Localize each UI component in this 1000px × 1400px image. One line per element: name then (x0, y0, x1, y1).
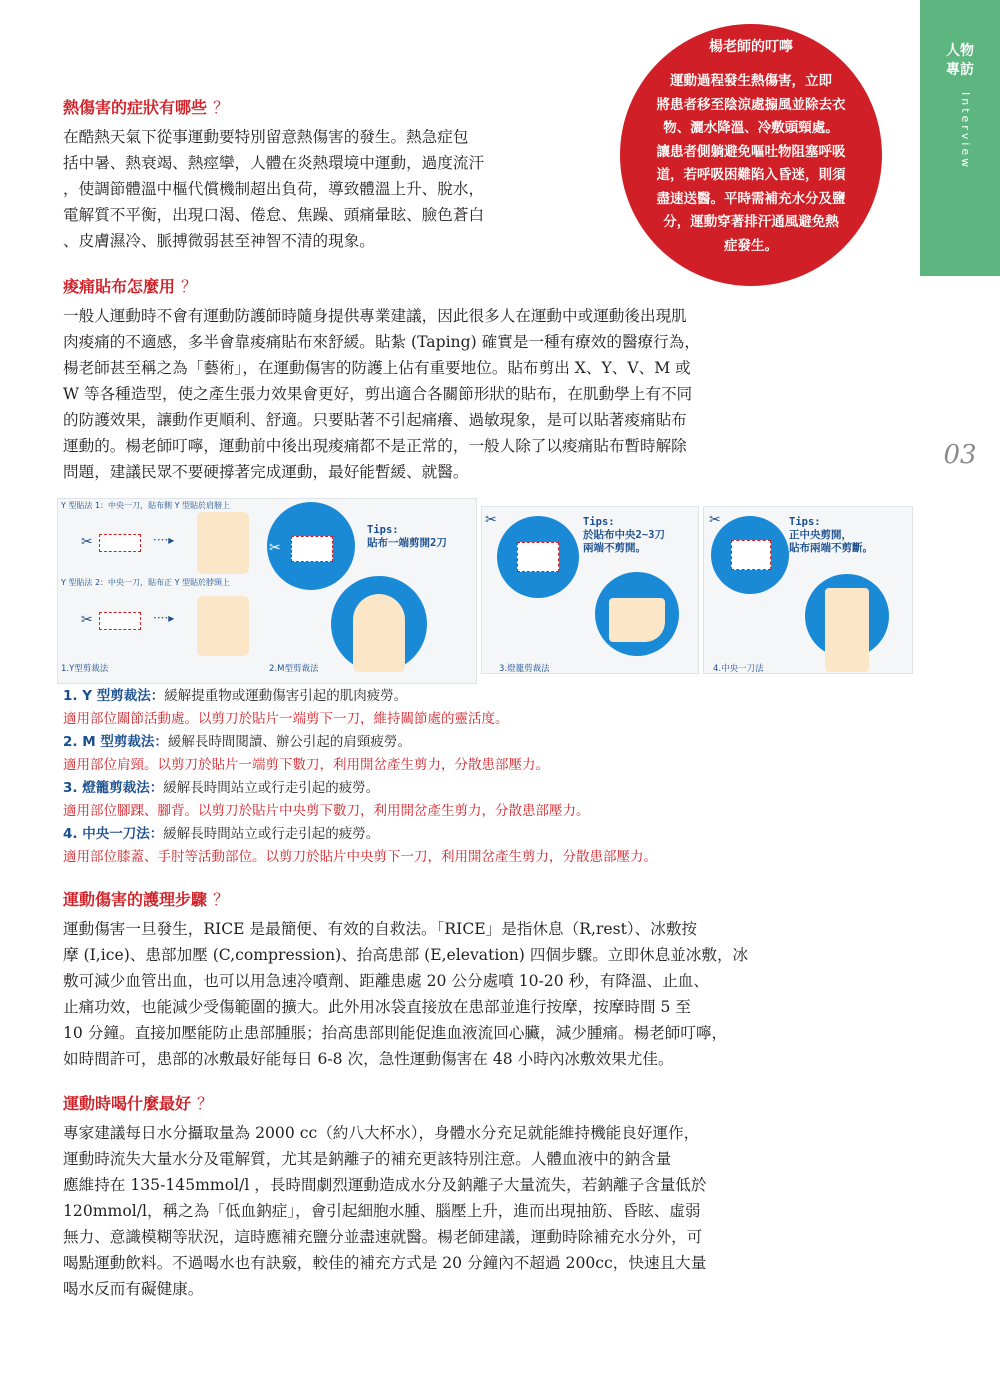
tip-line: 分，運動穿著排汗通風避免熱 (663, 214, 839, 230)
caption-2: 2.M型剪裁法 (269, 664, 319, 674)
body-line: 問題，建議民眾不要硬撐著完成運動，最好能暫緩、就醫。 (63, 463, 469, 481)
body-line: 、皮膚濕冷、脈搏微弱甚至神智不清的現象。 (63, 232, 375, 250)
tip-1-text: 貼布一端剪開2刀 (367, 537, 447, 549)
section-heading (63, 274, 197, 297)
head-illustration (353, 594, 405, 672)
tip-line: 道，若呼吸困難陷入昏迷，則須 (656, 167, 846, 183)
section-body (63, 916, 878, 1072)
body-line: 120mmol/l，稱之為「低血鈉症」，會引起細胞水腫、腦壓上升，進而出現抽筋、昏眩、虛弱 (63, 1202, 701, 1220)
body-line: 運動時流失大量水分及電解質，尤其是鈉離子的補充更該特別注意。人體血液中的鈉含量 (63, 1150, 672, 1168)
page-number: 03 (943, 440, 977, 470)
method-3-usage: 適用部位腳踝、腳背。以剪刀於貼片中央剪下數刀，利用開岔產生剪力，分散患部壓力。 (63, 803, 590, 819)
shoulder-illustration (197, 512, 249, 574)
section-qmark: ？ (181, 277, 198, 296)
arrow-icon: ····▸ (153, 611, 175, 625)
tip-2 (583, 516, 665, 555)
body-line: 運動的。楊老師叮嚀，運動前中後出現痠痛都不是正常的，一般人除了以痠痛貼布暫時解除 (63, 437, 687, 455)
method-1 (63, 686, 407, 706)
body-line: 如時間許可，患部的冰敷最好能每日 6-8 次，急性運動傷害在 48 小時內冰敷效果尤佳。 (63, 1050, 674, 1068)
tip-heading: 楊老師的叮嚀 (709, 39, 793, 55)
tape-strip (99, 534, 141, 552)
side-tab-title-line2: 專訪 (946, 62, 974, 78)
caption-3: 3.燈籠剪裁法 (499, 664, 550, 674)
tip-3-text-b: 貼布兩端不剪斷。 (789, 542, 873, 554)
method-desc: 緩解提重物或運動傷害引起的肌肉疲勞。 (164, 688, 408, 704)
method-2 (63, 732, 411, 752)
body-line: 無力、意識模糊等狀況，這時應補充鹽分並盡速就醫。楊老師建議，運動時除補充水分外，可 (63, 1228, 703, 1246)
side-tab-title (920, 42, 1000, 80)
body-line: 專家建議每日水分攝取量為 2000 cc（約八大杯水），身體水分充足就能維持機能良好運作， (63, 1124, 700, 1142)
body-line: 喝點運動飲料。不過喝水也有訣竅，較佳的補充方式是 20 分鐘內不超過 200cc，快速且大量 (63, 1254, 707, 1272)
tip-2-text-a: 於貼布中央2~3刀 (583, 529, 665, 541)
tip-line: 讓患者側躺避免嘔吐物阻塞呼吸 (656, 143, 846, 160)
tip-line: 物、灑水降溫、冷敷頭頸處。 (663, 120, 839, 136)
arrow-icon: ····▸ (153, 533, 175, 547)
method-4-usage: 適用部位膝蓋、手肘等活動部位。以剪刀於貼片中央剪下一刀，利用開岔產生剪力，分散患部壓力。 (63, 849, 657, 865)
section-title: 痠痛貼布怎麼用 (63, 277, 176, 296)
body-line: 應維持在 135-145mmol/l ，長時間劇烈運動造成水分及鈉離子大量流失，若鈉離子含量低於 (63, 1176, 707, 1194)
body-line: 楊老師甚至稱之為「藝術」，在運動傷害的防護上佔有重要地位。貼布剪出 X、Y、V、M 或 (63, 359, 691, 377)
tip-3-text-a: 正中央剪開， (789, 529, 852, 541)
method-title: 2. M 型剪裁法： (63, 734, 168, 750)
method-desc: 緩解長時間站立或行走引起的疲勞。 (163, 780, 380, 796)
scissors-icon: ✂ (709, 512, 721, 528)
section-title: 運動時喝什麼最好 (63, 1094, 192, 1113)
method-desc: 緩解長時間閱讀、辦公引起的肩頸疲勞。 (167, 734, 411, 750)
body-line: 止痛功效，也能減少受傷範圍的擴大。此外用冰袋直接放在患部並進行按摩，按摩時間 5 至 (63, 998, 691, 1016)
body-line: 10 分鐘。直接加壓能防止患部腫脹；抬高患部則能促進血液流回心臟，減少腫痛。楊老師叮嚀， (63, 1024, 728, 1042)
body-line: 喝水反而有礙健康。 (63, 1280, 204, 1298)
section-title: 運動傷害的護理步驟 (63, 890, 208, 909)
tip-text (620, 70, 882, 258)
caption-1: 1.Y型剪裁法 (61, 664, 109, 674)
method-title: 3. 燈籠剪裁法： (63, 780, 164, 796)
section-body (63, 1120, 878, 1302)
y-note-1: Y 型貼法 1：中央一刀，貼布側 Y 型貼於肩膀上 (61, 501, 231, 510)
body-line: 肉痠痛的不適感，多半會靠痠痛貼布來舒緩。貼紮 (Taping) 確實是一種有療效的醫療行為， (63, 333, 700, 351)
tape-strip (99, 612, 141, 630)
tip-line: 運動過程發生熱傷害，立即 (670, 73, 832, 89)
tip-line: 將患者移至陰涼處搧風並除去衣 (656, 96, 846, 113)
tape-strip (291, 536, 333, 562)
method-2-usage: 適用部位肩頸。以剪刀於貼片一端剪下數刀，利用開岔產生剪力，分散患部壓力。 (63, 757, 549, 773)
tip-callout (620, 24, 882, 286)
scissors-icon: ✂ (269, 540, 281, 556)
method-title: 4. 中央一刀法： (63, 826, 164, 842)
section-body (63, 303, 878, 485)
section-title: 熱傷害的症狀有哪些 (63, 98, 208, 117)
scissors-icon: ✂ (81, 534, 93, 550)
tip-line: 盡速送醫。平時需補充水分及鹽 (656, 190, 846, 207)
section-heading (63, 1091, 213, 1114)
tip-2-text-b: 兩端不剪開。 (583, 542, 646, 554)
knee-illustration (825, 588, 869, 672)
scissors-icon: ✂ (81, 612, 93, 628)
tips-label: Tips: (789, 516, 821, 528)
neck-illustration (197, 596, 249, 656)
y-note-2: Y 型貼法 2：中央一刀，貼布正 Y 型貼於脖頸上 (61, 578, 231, 587)
tip-1 (367, 524, 447, 550)
tips-label: Tips: (367, 524, 399, 536)
body-line: 敷可減少血管出血，也可以用急速冷噴劑、距離患處 20 公分處噴 10-20 秒，有降溫、止血、 (63, 972, 709, 990)
tips-label: Tips: (583, 516, 615, 528)
caption-4: 4.中央一刀法 (713, 664, 764, 674)
foot-illustration (609, 598, 665, 642)
side-tab-subtitle: Interview (959, 92, 972, 171)
section-qmark: ？ (213, 890, 230, 909)
tip-3 (789, 516, 873, 555)
body-line: 的防護效果，讓動作更順利、舒適。只要貼著不引起痛癢、過敏現象，是可以貼著痠痛貼布 (63, 411, 687, 429)
body-line: 運動傷害一旦發生，RICE 是最簡便、有效的自救法。「RICE」是指休息（R,rest）、冰敷按 (63, 920, 698, 938)
body-line: 一般人運動時不會有運動防護師時隨身提供專業建議，因此很多人在運動中或運動後出現肌 (63, 307, 687, 325)
body-line: 摩 (I,ice)、患部加壓 (C,compression)、抬高患部 (E,elevation) 四個步驟。立即休息並冰敷，冰 (63, 946, 749, 964)
scissors-icon: ✂ (485, 512, 497, 528)
side-tab (920, 0, 1000, 276)
body-line: ，使調節體溫中樞代償機制超出負荷，導致體溫上升、脫水， (63, 180, 485, 198)
method-title: 1. Y 型剪裁法： (63, 688, 165, 704)
side-tab-title-line1: 人物 (946, 43, 974, 59)
section-qmark: ？ (197, 1094, 214, 1113)
method-desc: 緩解長時間站立或行走引起的疲勞。 (163, 826, 380, 842)
method-1-usage: 適用部位關節活動處。以剪刀於貼片一端剪下一刀，維持關節處的靈活度。 (63, 711, 509, 727)
body-line: 在酷熱天氣下從事運動要特別留意熱傷害的發生。熱急症包 (63, 128, 469, 146)
section-body (63, 124, 603, 254)
tape-strip (517, 542, 559, 572)
section-heading (63, 95, 229, 118)
tape-strip (731, 540, 771, 570)
section-qmark: ？ (213, 98, 230, 117)
taping-diagram (57, 498, 912, 684)
method-4 (63, 824, 379, 844)
tip-line: 症發生。 (724, 237, 778, 254)
method-3 (63, 778, 379, 798)
body-line: 電解質不平衡，出現口渴、倦怠、焦躁、頭痛暈眩、臉色蒼白 (63, 206, 485, 224)
body-line: 括中暑、熱衰竭、熱痙攣，人體在炎熱環境中運動，過度流汗 (63, 154, 485, 172)
section-heading (63, 887, 229, 910)
body-line: W 等各種造型，使之產生張力效果會更好，剪出適合各關節形狀的貼布，在肌動學上有不同 (63, 385, 693, 403)
